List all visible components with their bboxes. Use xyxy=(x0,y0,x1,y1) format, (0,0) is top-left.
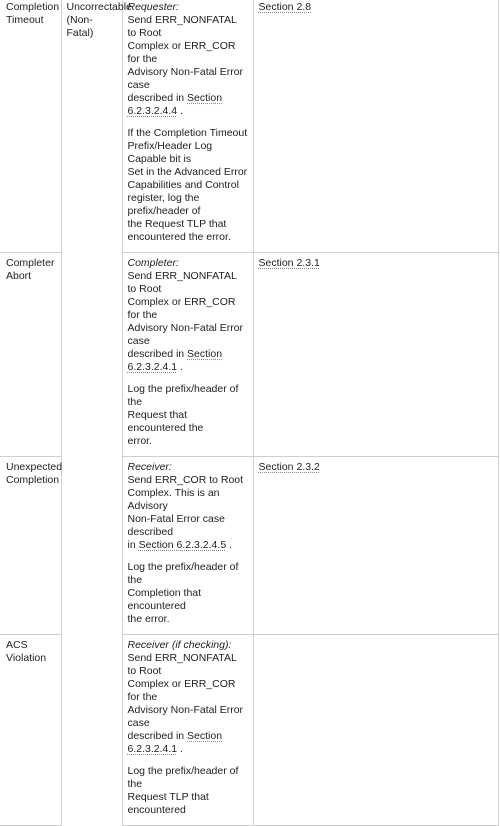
reference-cell xyxy=(253,635,498,826)
action-suffix: . xyxy=(226,539,233,551)
reference-link[interactable]: Section 2.8 xyxy=(258,1,312,13)
action-line-with-link xyxy=(128,92,248,118)
action-line-text: described in xyxy=(127,92,188,104)
action-suffix: . xyxy=(177,105,183,117)
action-cell xyxy=(122,253,253,457)
error-name-line: Completion xyxy=(6,1,60,13)
action-line-with-link xyxy=(128,348,248,374)
error-name-cell xyxy=(0,253,61,457)
action-paragraph xyxy=(128,1,248,118)
error-name-cell xyxy=(0,0,61,253)
action-paragraph xyxy=(128,639,248,756)
error-name-cell xyxy=(0,635,61,826)
severity-cell xyxy=(61,0,132,826)
note-paragraph xyxy=(128,127,248,244)
note-line: the error. xyxy=(127,613,170,625)
reference-cell xyxy=(253,0,498,253)
role-label: Receiver (if checking): xyxy=(127,639,232,651)
action-suffix: . xyxy=(177,743,183,755)
action-suffix: . xyxy=(177,361,183,373)
note-line: Request that encountered the xyxy=(127,409,204,434)
note-line: the Request TLP that xyxy=(127,218,227,230)
table-row xyxy=(0,0,498,253)
role-label: Completer: xyxy=(127,257,179,269)
note-line: Log the prefix/header of the xyxy=(127,561,239,586)
note-line: error. xyxy=(127,435,153,447)
note-paragraph xyxy=(128,383,248,448)
note-line: Set in the Advanced Error xyxy=(127,166,248,178)
reference-link[interactable]: Section 2.3.1 xyxy=(258,257,320,269)
error-name-line: Unexpected xyxy=(6,461,63,473)
action-line-text: in xyxy=(127,539,139,551)
note-line: Capabilities and Control xyxy=(127,179,239,191)
action-paragraph xyxy=(128,461,248,552)
note-line: Request TLP that encountered xyxy=(127,791,209,816)
error-name-line: Timeout xyxy=(6,14,44,26)
action-line-with-link xyxy=(128,539,248,552)
error-name-line: Abort xyxy=(6,270,32,282)
action-paragraph xyxy=(128,257,248,374)
note-paragraph xyxy=(128,561,248,626)
note-line: Completion that encountered xyxy=(127,587,202,612)
action-cell xyxy=(122,635,253,826)
action-cell xyxy=(122,457,253,635)
action-line-with-link xyxy=(128,730,248,756)
severity-line: Uncorrectable xyxy=(66,1,132,13)
note-line: Log the prefix/header of the xyxy=(127,765,239,790)
error-name-line: Completion xyxy=(6,474,60,486)
action-line: Advisory Non-Fatal Error case xyxy=(127,704,244,729)
action-line: Send ERR_NONFATAL to Root xyxy=(127,652,237,677)
error-name-line: ACS xyxy=(6,639,28,651)
reference-link[interactable]: Section 2.3.2 xyxy=(258,461,320,473)
reference-cell xyxy=(253,457,498,635)
action-line: Send ERR_COR to Root xyxy=(127,474,244,486)
action-cell xyxy=(122,0,253,253)
action-line-text: described in xyxy=(127,348,188,360)
role-label: Receiver: xyxy=(127,461,172,473)
role-label: Requester: xyxy=(127,1,179,13)
error-name-line: Violation xyxy=(6,652,47,664)
action-line: Send ERR_NONFATAL to Root xyxy=(127,270,237,295)
note-line: register, log the prefix/header of xyxy=(127,192,201,217)
severity-line: (Non-Fatal) xyxy=(66,14,94,39)
section-link[interactable]: Section 6.2.3.2.4.4 xyxy=(127,92,223,117)
note-line: Log the prefix/header of the xyxy=(127,383,239,408)
reference-cell xyxy=(253,253,498,457)
action-line: Complex or ERR_COR for the xyxy=(127,40,236,65)
action-line: Advisory Non-Fatal Error case xyxy=(127,322,244,347)
action-line: Send ERR_NONFATAL to Root xyxy=(127,14,237,39)
action-line-text: described in xyxy=(127,730,188,742)
action-line: Complex or ERR_COR for the xyxy=(127,296,236,321)
section-link[interactable]: Section 6.2.3.2.4.5 xyxy=(138,539,227,551)
action-line: Advisory Non-Fatal Error case xyxy=(127,66,244,91)
action-line: Complex or ERR_COR for the xyxy=(127,678,236,703)
action-line: Complex. This is an Advisory xyxy=(127,487,220,512)
error-name-cell xyxy=(0,457,61,635)
note-line: encountered the error. xyxy=(127,231,231,243)
section-link[interactable]: Section 6.2.3.2.4.1 xyxy=(127,348,223,373)
note-paragraph xyxy=(128,765,248,817)
error-name-line: Completer xyxy=(6,257,55,269)
section-link[interactable]: Section 6.2.3.2.4.1 xyxy=(127,730,223,755)
note-line: Prefix/Header Log Capable bit is xyxy=(127,140,213,165)
note-line: If the Completion Timeout xyxy=(127,127,248,139)
action-line: Non-Fatal Error case described xyxy=(127,513,225,538)
